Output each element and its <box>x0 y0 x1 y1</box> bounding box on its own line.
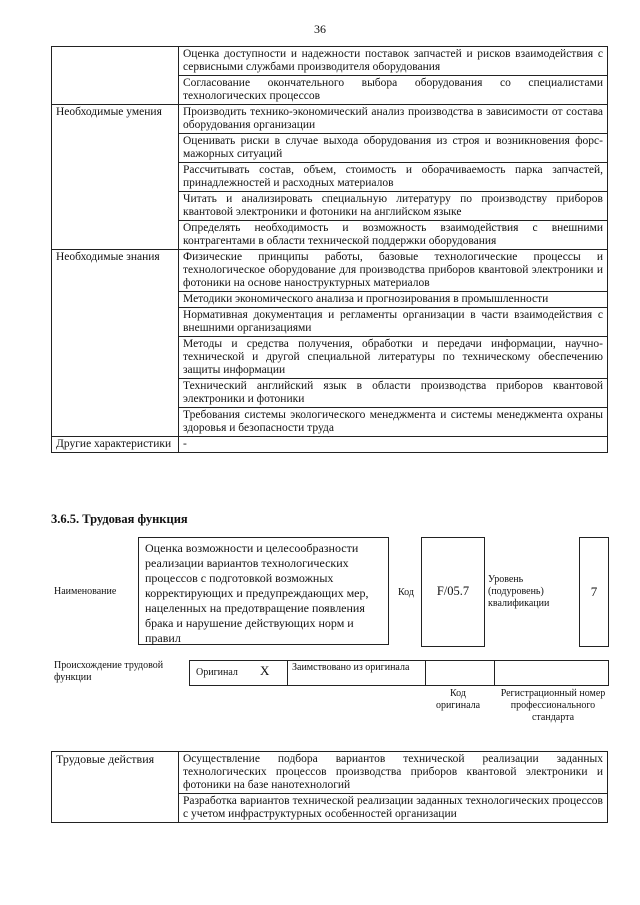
page-number: 36 <box>314 22 326 36</box>
row-label-other: Другие характеристики <box>52 437 179 453</box>
table-cell: Определять необходимость и возможность взаимодействия с внешними контрагентами в области технической поддержки оборудования <box>179 221 608 250</box>
section-heading: 3.6.5. Трудовая функция <box>51 512 188 526</box>
original-mark: X <box>260 663 270 678</box>
level-label: Уровень (подуровень) квалификации <box>488 574 550 609</box>
code-label: Код <box>398 587 414 598</box>
table-cell: Разработка вариантов технической реализации заданных технологических процессов с учетом инфраструктурных особенностей организации <box>179 794 608 823</box>
actions-table <box>51 751 608 823</box>
table-cell: Методы и средства получения, обработки и передачи информации, научно-технической и другой специальной литературы по техническому обеспечению защиты информации <box>179 337 608 379</box>
level-box <box>579 537 609 647</box>
borrowed-cell <box>287 661 426 685</box>
table-cell: Методики экономического анализа и прогнозирования в промышленности <box>179 292 608 308</box>
code-caption: Код оригинала <box>435 688 481 711</box>
table-cell: - <box>179 437 608 453</box>
competency-table <box>51 46 608 453</box>
row-label-skills: Необходимые умения <box>52 105 179 250</box>
origin-table <box>189 660 609 686</box>
row-label-knowledge: Необходимые знания <box>52 250 179 437</box>
table-cell: Рассчитывать состав, объем, стоимость и оборачиваемость парка запчастей, принадлежностей и расходных материалов <box>179 163 608 192</box>
table-cell: Читать и анализировать специальную литературу по производству приборов квантовой электроники и фотоники на английском языке <box>179 192 608 221</box>
table-cell: Нормативная документация и регламенты организации в части взаимодействия с внешними организациями <box>179 308 608 337</box>
origin-label: Происхождение трудовой функции <box>54 660 164 683</box>
actions-label: Трудовые действия <box>52 752 179 823</box>
table-cell: Производить технико-экономический анализ производства в зависимости от состава оборудования организации <box>179 105 608 134</box>
table-cell: Оценка доступности и надежности поставок запчастей и рисков взаимодействия с сервисными службами производителя оборудования <box>179 47 608 76</box>
table-cell: Требования системы экологического менеджмента и системы менеджмента охраны здоровья и безопасности труда <box>179 408 608 437</box>
original-cell <box>190 661 288 685</box>
borrowed-label: Заимствовано из оригинала <box>292 662 410 673</box>
original-label: Оригинал <box>196 667 238 678</box>
table-cell: Осуществление подбора вариантов технической реализации заданных технологических процессов производства приборов квантовой электроники и фотоники на базе нанотехнологий <box>179 752 608 794</box>
reg-caption: Регистрационный номер профессионального стандарта <box>500 688 606 723</box>
table-cell: Технический английский язык в области производства приборов квантовой электроники и фотоники <box>179 379 608 408</box>
origin-code-cell <box>425 661 495 685</box>
code-box <box>421 537 485 647</box>
table-cell: Физические принципы работы, базовые технологические процессы и технологическое оборудование для производства приборов квантовой электроники и фотоники на основе наноструктурных материалов <box>179 250 608 292</box>
table-cell: Согласование окончательного выбора оборудования со специалистами технологических процессов <box>179 76 608 105</box>
level-value: 7 <box>590 584 598 599</box>
function-name-box: Оценка возможности и целесообразности реализации вариантов технологических процессов с подготовкой возможных корректирующих и предупреждающих мер, нацеленных на предотвращение появления брака и нарушение действующих норм и правил <box>138 537 389 645</box>
row-label <box>52 47 179 105</box>
table-cell: Оценивать риски в случае выхода оборудования из строя и возникновения форс-мажорных ситуаций <box>179 134 608 163</box>
name-label: Наименование <box>54 586 117 597</box>
code-value: F/05.7 <box>436 584 470 598</box>
